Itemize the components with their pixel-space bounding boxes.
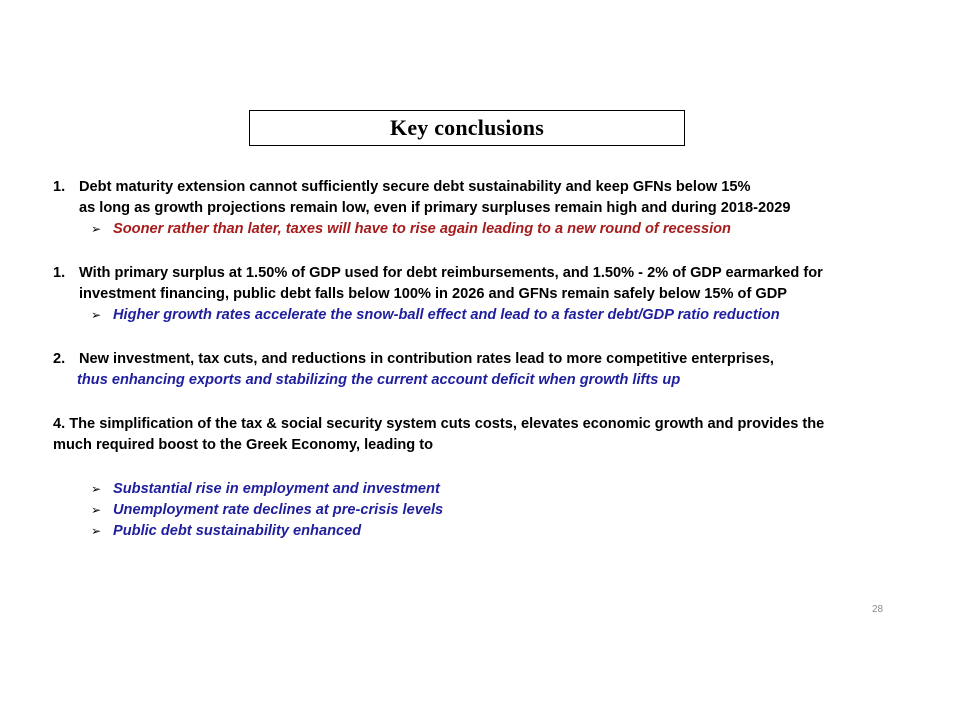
arrow-bullet-icon: ➢ [91,524,102,538]
item-4-line-1: 4. The simplification of the tax & social security system cuts costs, elevates economic growth and provides the [53,416,825,432]
arrow-bullet-icon: ➢ [91,482,102,496]
item-3-continuation: thus enhancing exports and stabilizing the current account deficit when growth lifts up [77,372,681,388]
item-3-number: 2. [53,351,66,367]
item-4-bullet-3: ➢ Public debt sustainability enhanced [91,523,362,539]
slide-title: Key conclusions [390,115,544,140]
page-number: 28 [872,604,884,615]
arrow-bullet-icon: ➢ [91,503,102,517]
item-2-number: 1. [53,265,66,281]
item-1-line-1: 1. Debt maturity extension cannot sufficiently secure debt sustainability and keep GFNs below 15% [53,179,751,195]
arrow-bullet-icon: ➢ [91,222,102,236]
item-2-line-2: investment financing, public debt falls below 100% in 2026 and GFNs remain safely below 15% of GDP [79,286,787,302]
item-2-bullet: ➢ Higher growth rates accelerate the snow-ball effect and lead to a faster debt/GDP ratio reduction [91,307,780,323]
item-4-bullet-2: ➢ Unemployment rate declines at pre-crisis levels [91,502,444,518]
arrow-bullet-icon: ➢ [91,308,102,322]
item-4-bullet-1: ➢ Substantial rise in employment and investment [91,481,440,497]
item-1-bullet: ➢ Sooner rather than later, taxes will have to rise again leading to a new round of recession [91,221,731,237]
item-3-line-1: 2. New investment, tax cuts, and reductions in contribution rates lead to more competitive enterprises, [53,351,774,367]
item-1-line-2: as long as growth projections remain low, even if primary surpluses remain high and during 2018-2029 [79,200,791,216]
item-4-line-2: much required boost to the Greek Economy, leading to [53,437,434,453]
item-2-line-1: 1. With primary surplus at 1.50% of GDP used for debt reimbursements, and 1.50% - 2% of GDP earmarked for [53,265,823,281]
item-1-number: 1. [53,179,66,195]
title-box [249,110,685,146]
